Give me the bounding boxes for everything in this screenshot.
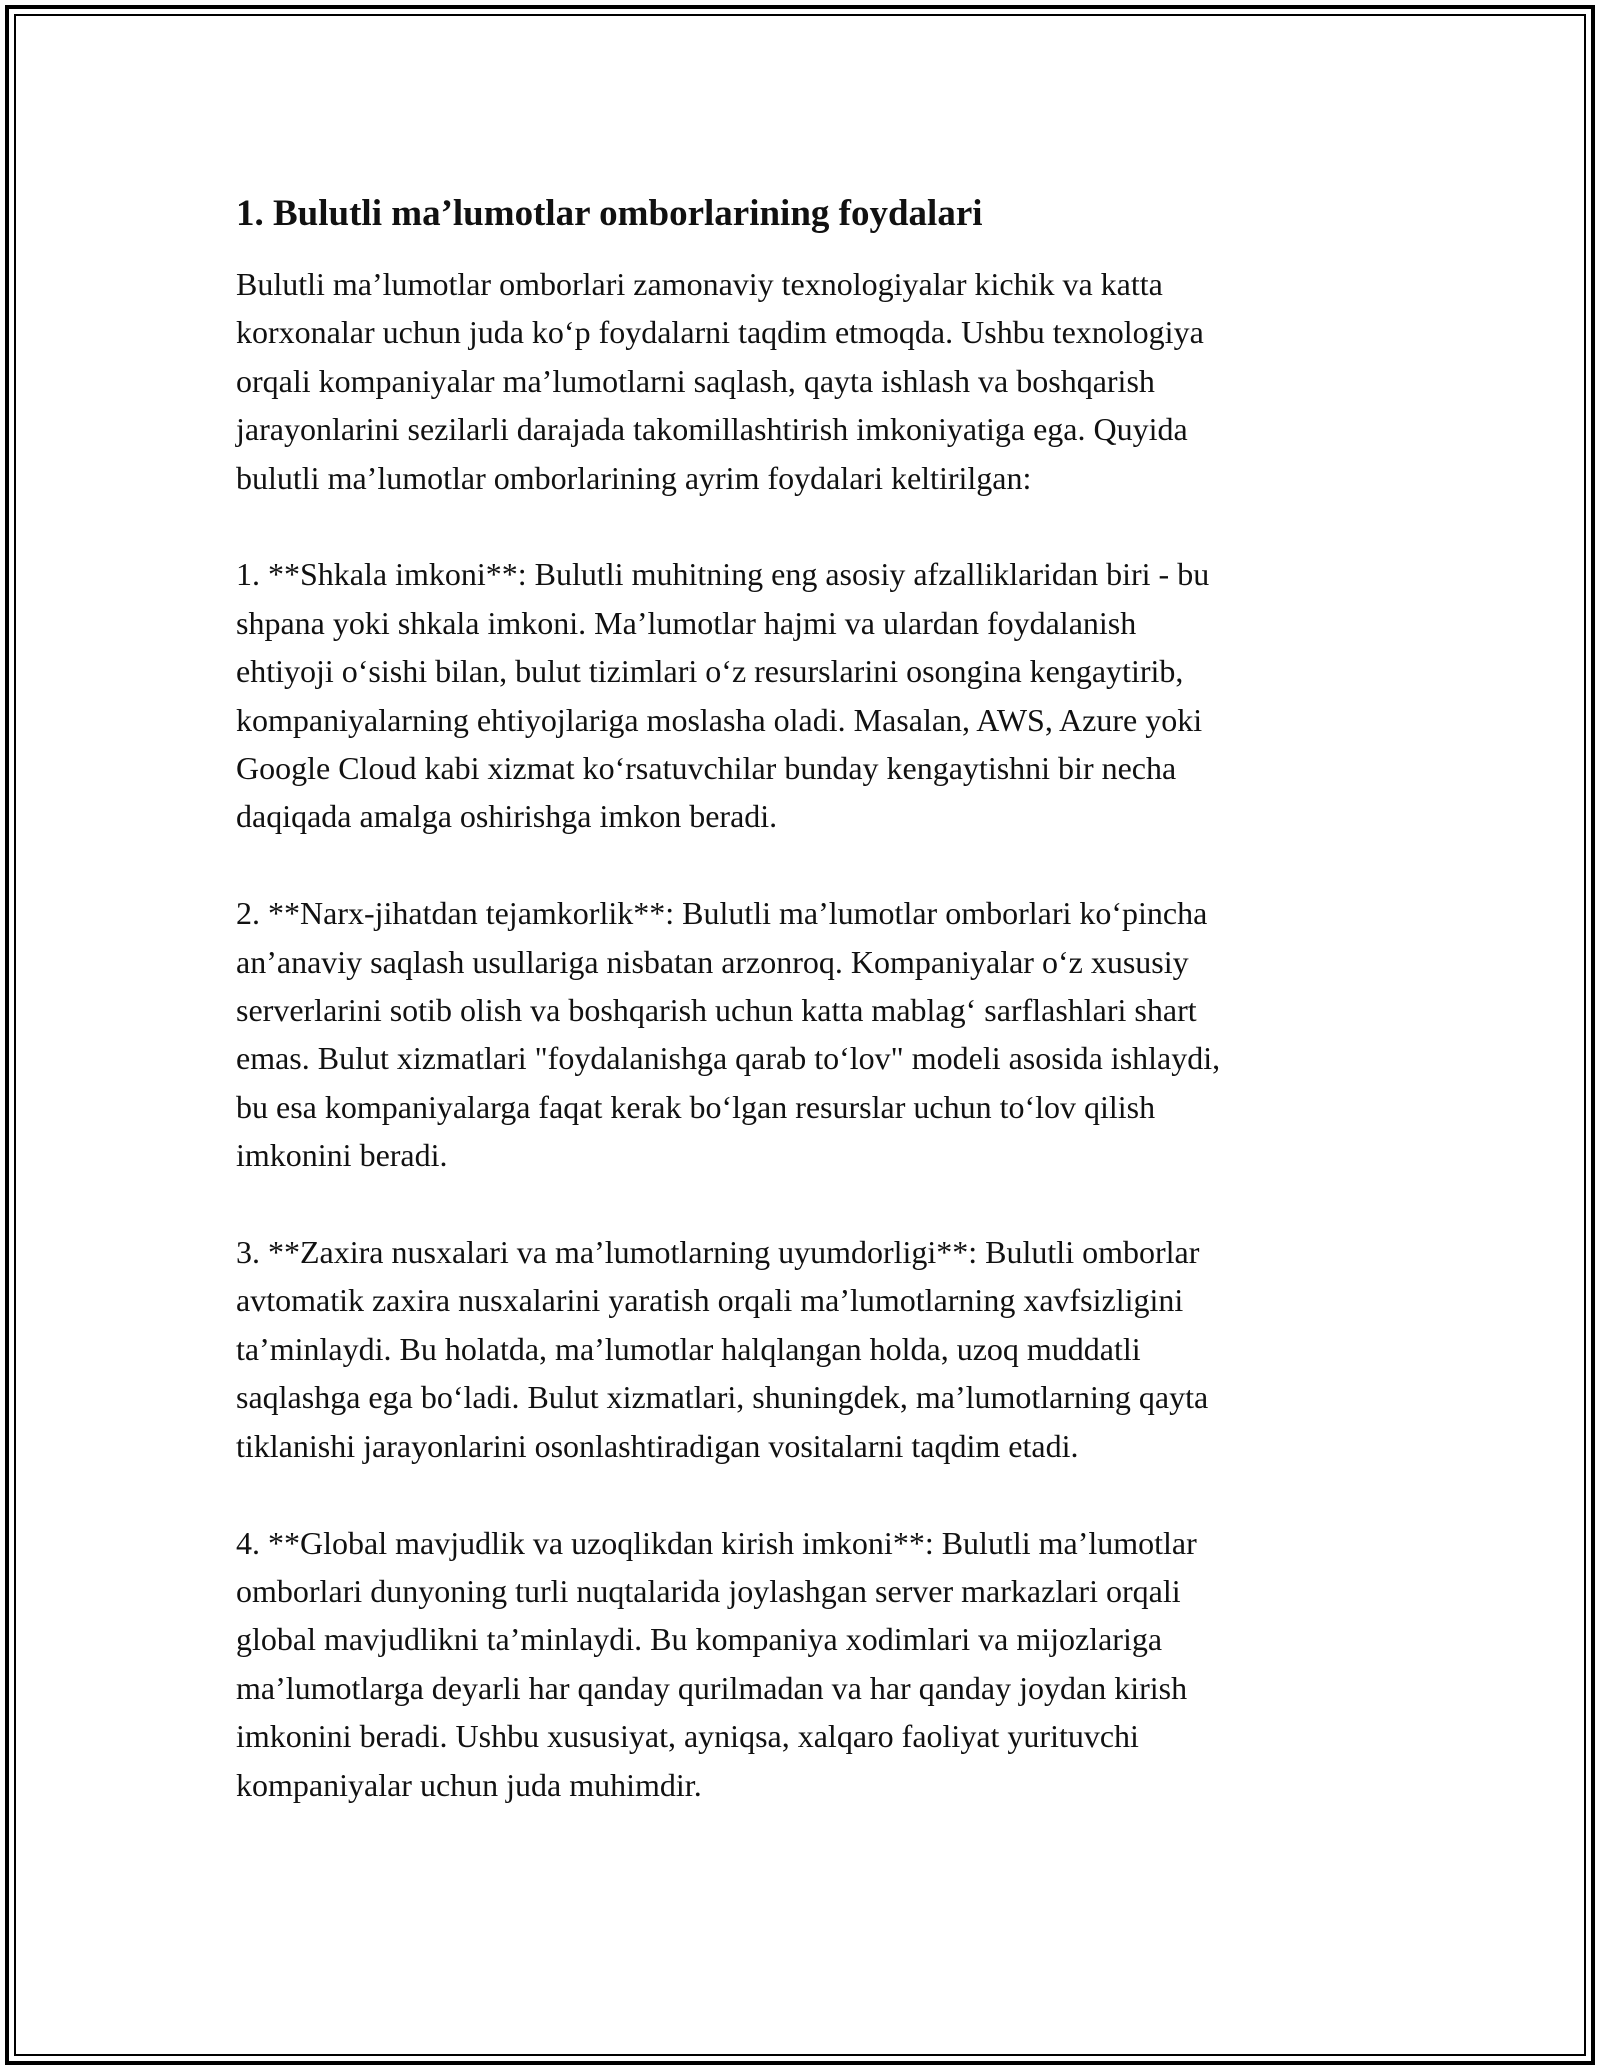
benefit-paragraph-scalability: 1. **Shkala imkoni**: Bulutli muhitning eng asosiy afzalliklaridan biri - bu shpana yoki shkala imkoni. Ma’lumotlar hajmi va ulardan foydalanish ehtiyoji o‘sishi bilan, bulut tizimlari o‘z resurslarini osongina kengaytirib, kompaniyalarning ehtiyojlariga moslasha oladi. Masalan, AWS, Azure yoki Google Cloud kabi xizmat ko‘rsatuvchilar bunday kengaytishni bir necha daqiqada amalga oshirishga imkon beradi.: [236, 556, 1210, 835]
intro-paragraph: Bulutli ma’lumotlar omborlari zamonaviy texnologiyalar kichik va katta korxonalar uchun juda ko‘p foydalarni taqdim etmoqda. Ushbu texnologiya orqali kompaniyalar ma’lumotlarni saqlash, qayta ishlash va boshqarish jarayonlarini sezilarli darajada takomillashtirish imkoniyatiga ega. Quyida bulutli ma’lumotlar omborlarining ayrim foydalari keltirilgan:: [236, 266, 1204, 496]
document-body: [236, 186, 1376, 1857]
benefit-paragraph-global-access: 4. **Global mavjudlik va uzoqlikdan kirish imkoni**: Bulutli ma’lumotlar omborlari dunyoning turli nuqtalarida joylashgan server markazlari orqali global mavjudlikni ta’minlaydi. Bu kompaniya xodimlari va mijozlariga ma’lumotlarga deyarli har qanday qurilmadan va har qanday joydan kirish imkonini beradi. Ushbu xususiyat, ayniqsa, xalqaro faoliyat yurituvchi kompaniyalar uchun juda muhimdir.: [236, 1524, 1197, 1803]
benefit-paragraph-backup: 3. **Zaxira nusxalari va ma’lumotlarning uyumdorligi**: Bulutli omborlar avtomatik zaxira nusxalarini yaratish orqali ma’lumotlarning xavfsizligini ta’minlaydi. Bu holatda, ma’lumotlar halqlangan holda, uzoq muddatli saqlashga ega bo‘ladi. Bulut xizmatlari, shuningdek, ma’lumotlarning qayta tiklanishi jarayonlarini osonlashtiradigan vositalarni taqdim etadi.: [236, 1234, 1209, 1464]
section-title: 1. Bulutli ma’lumotlar omborlarining foydalari: [236, 193, 983, 234]
benefit-paragraph-cost: 2. **Narx-jihatdan tejamkorlik**: Bulutli ma’lumotlar omborlari ko‘pincha an’anaviy saqlash usullariga nisbatan arzonroq. Kompaniyalar o‘z xususiy serverlarini sotib olish va boshqarish uchun katta mablag‘ sarflashlari shart emas. Bulut xizmatlari "foydalanishga qarab to‘lov" modeli asosida ishlaydi, bu esa kompaniyalarga faqat kerak bo‘lgan resurslar uchun to‘lov qilish imkonini beradi.: [236, 895, 1221, 1174]
